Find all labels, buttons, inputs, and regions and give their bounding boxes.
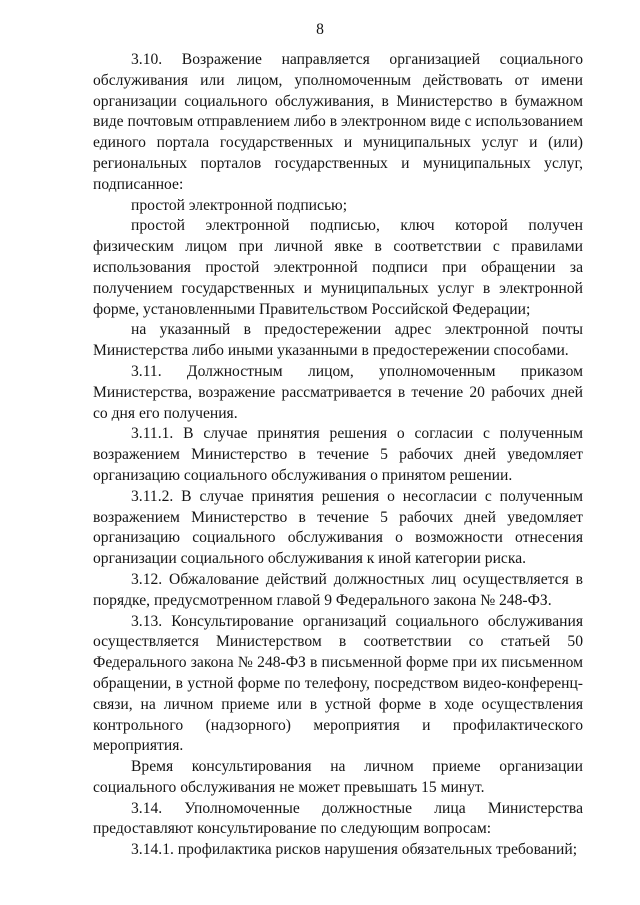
document-body (93, 50, 583, 861)
paragraph-3-12: 3.12. Обжалование действий должностных лиц осуществляется в порядке, предусмотренном главой 9 Федерального закона № 248-ФЗ. (93, 570, 583, 609)
paragraph-email-address: на указанный в предостережении адрес электронной почты Министерства либо иными указанными в предостережении способами. (93, 321, 583, 360)
page-number: 8 (316, 21, 324, 38)
paragraph-3-14-1: 3.14.1. профилактика рисков нарушения обязательных требований; (131, 841, 578, 859)
paragraph-3-11-2: 3.11.2. В случае принятия решения о несогласии с полученным возражением Министерство в течение 5 рабочих дней уведомляет организацию социального обслуживания о возможности отнесения организации социального обслуживания к иной категории риска. (93, 487, 583, 568)
paragraph-3-13: 3.13. Консультирование организаций социального обслуживания осуществляется Министерством в соответствии со статьей 50 Федерального закона № 248-ФЗ в письменной форме при их письменном обращении, в устной форме по телефону, посредством видео-конференц-связи, на личном приеме или в устной форме в ходе осуществления контрольного (надзорного) мероприятия и профилактического мероприятия. (93, 612, 583, 755)
paragraph-3-10: 3.10. Возражение направляется организацией социального обслуживания или лицом, уполномоченным действовать от имени организации социального обслуживания, в Министерство в бумажном виде почтовым отправлением либо в электронном виде с использованием единого портала государственных и муниципальных услуг и (или) региональных порталов государственных и муниципальных услуг, подписанное: (93, 51, 583, 193)
paragraph-3-11-1: 3.11.1. В случае принятия решения о согласии с полученным возражением Министерство в течение 5 рабочих дней уведомляет организацию социального обслуживания о принятом решении. (93, 425, 583, 484)
paragraph-consultation-time: Время консультирования на личном приеме организации социального обслуживания не может превышать 15 минут. (93, 758, 583, 796)
paragraph-3-11: 3.11. Должностным лицом, уполномоченным приказом Министерства, возражение рассматривается в течение 20 рабочих дней со дня его получения. (93, 362, 583, 422)
paragraph-simple-signature-personal: простой электронной подписью, ключ которой получен физическим лицом при личной явке в соответствии с правилами использования простой электронной подписи при обращении за получением государственных и муниципальных услуг в электронной форме, установленными Правительством Российской Федерации; (93, 217, 583, 318)
paragraph-simple-signature: простой электронной подписью; (131, 196, 348, 214)
paragraph-3-14: 3.14. Уполномоченные должностные лица Министерства предоставляют консультирование по следующим вопросам: (93, 799, 583, 838)
